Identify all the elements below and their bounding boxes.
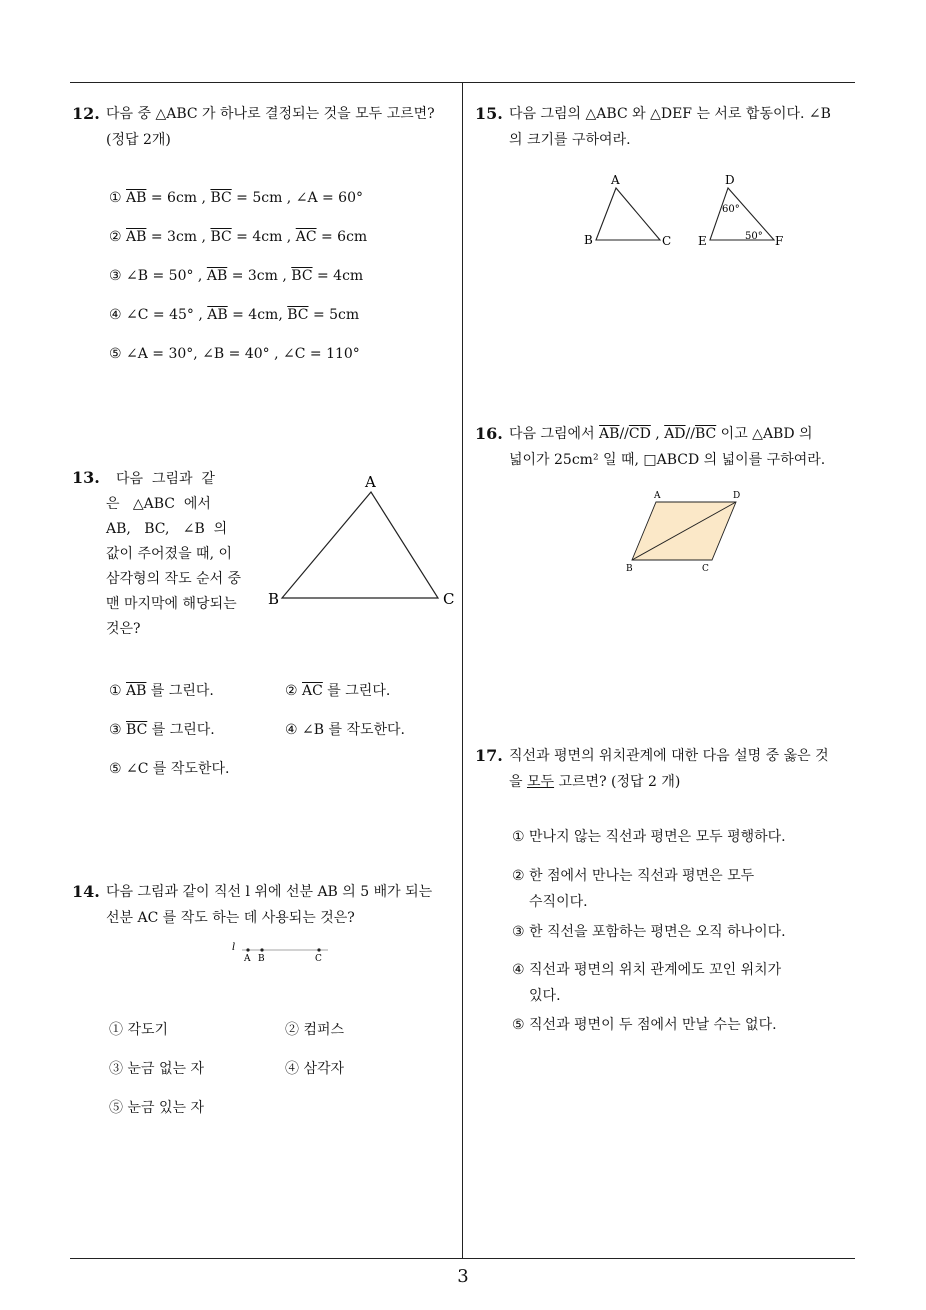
option-marker: ⑤ [109, 1100, 123, 1116]
option-marker: ① [109, 190, 122, 206]
vertex-label-a: A [365, 473, 376, 491]
segment-name: $\overline{AB}$ [207, 307, 228, 323]
option-text [529, 824, 786, 850]
vertex-label-a: A [611, 173, 620, 187]
option-text: = 6cm , [146, 190, 211, 206]
page-number: 3 [457, 1266, 469, 1287]
option-text: 컴퍼스 [303, 1022, 345, 1038]
angle-label-f: 50° [745, 231, 763, 242]
option-text: ∠C = 45° , [126, 307, 208, 323]
option-text: 를 그린다. [147, 722, 215, 738]
option-marker: ④ [512, 962, 525, 978]
option-marker: ③ [109, 722, 122, 738]
q14-question-line1: 다음 그림과 같이 직선 l 위에 선분 AB 의 5 배가 되는 [106, 884, 433, 900]
vertex-label-d: D [733, 491, 741, 501]
q14-option-1 [109, 1019, 168, 1039]
option-text-line: 직선과 평면이 두 점에서 만날 수는 없다. [529, 1017, 777, 1033]
segment-name: $\overline{BC}$ [210, 190, 232, 206]
option-text [529, 957, 781, 1009]
q14-number: 14. [72, 882, 100, 901]
triangle-def [710, 188, 774, 240]
vertex-label-f: F [775, 234, 784, 248]
q12-option-3 [109, 268, 363, 284]
vertex-label-c: C [702, 564, 709, 574]
option-marker: ① [109, 683, 122, 699]
q14-question-line2: 선분 AC 를 작도 하는 데 사용되는 것은? [106, 910, 355, 926]
q12-option-1 [109, 190, 363, 206]
q17-option-1 [512, 829, 786, 850]
triangle-abc [596, 188, 660, 240]
segment-name: $\overline{AB}$ [126, 683, 147, 699]
option-text-line: 수직이다. [529, 894, 588, 910]
q17-question-line2 [509, 769, 680, 795]
q15-question-line2: 의 크기를 구하여라. [509, 132, 631, 148]
q16-number: 16. [475, 424, 503, 443]
column-divider [462, 82, 463, 1258]
option-text [529, 1012, 777, 1038]
option-marker: ③ [109, 268, 122, 284]
q13-question-line-6: 맨 마지막에 해당되는 [106, 596, 237, 612]
option-text: 삼각자 [303, 1061, 345, 1077]
q12-option-2 [109, 229, 367, 245]
q14-option-3 [109, 1058, 204, 1078]
q13-option-2 [285, 680, 390, 700]
q13-question-line-4: 값이 주어졌을 때, 이 [106, 546, 232, 562]
q13-option-1 [109, 680, 214, 700]
option-text: 를 그린다. [146, 683, 214, 699]
option-text-line: 만나지 않는 직선과 평면은 모두 평행하다. [529, 829, 786, 845]
option-text: ∠B 를 작도한다. [302, 722, 406, 738]
q12-option-5 [109, 346, 360, 362]
option-text: = 6cm [316, 229, 368, 245]
q17-underlined-word: 모두 [526, 774, 555, 790]
point-a [246, 948, 249, 951]
q14-option-5 [109, 1097, 204, 1117]
q13-option-5 [109, 758, 229, 778]
q14-option-2 [285, 1019, 344, 1039]
vertex-label-c: C [443, 590, 455, 608]
segment-bc: $\overline{BC}$ [694, 426, 717, 442]
q17-number: 17. [475, 746, 503, 765]
segment-name: $\overline{AC}$ [302, 683, 323, 699]
option-marker: ④ [285, 722, 298, 738]
option-text: 눈금 있는 자 [127, 1100, 204, 1116]
segment-name: $\overline{AB}$ [206, 268, 228, 284]
option-text: ∠A = 30°, ∠B = 40° , ∠C = 110° [126, 346, 360, 362]
q13-number: 13. [72, 468, 100, 487]
option-text: 각도기 [127, 1022, 169, 1038]
vertex-label-b: B [626, 564, 633, 574]
option-marker: ② [109, 229, 122, 245]
q17-option-4 [512, 962, 781, 1009]
q13-question-line-3: AB, BC, ∠B 의 [106, 521, 228, 537]
q13-option-4 [285, 719, 405, 739]
option-marker: ② [512, 868, 525, 884]
angle-label-d: 60° [722, 204, 740, 215]
q16-question-line1 [509, 421, 813, 447]
vertex-label-b: B [584, 233, 593, 247]
option-text: 눈금 없는 자 [127, 1061, 204, 1077]
q13-question-line-2: 은 △ABC 에서 [106, 496, 211, 512]
q13-question-line-1: 다음 그림과 같 [116, 471, 215, 487]
option-marker: ⑤ [512, 1017, 525, 1033]
segment-name: $\overline{BC}$ [210, 229, 232, 245]
option-marker: ⑤ [109, 761, 122, 777]
q13-question-line-5: 삼각형의 작도 순서 중 [106, 571, 242, 587]
q17-question-line1: 직선과 평면의 위치관계에 대한 다음 설명 중 옳은 것 [509, 748, 829, 764]
bottom-rule [70, 1258, 855, 1259]
option-text: = 4cm [312, 268, 364, 284]
q17-text-b: 고르면? (정답 2 개) [554, 774, 681, 790]
q12-question-line2: (정답 2개) [106, 132, 171, 148]
option-text-line: 있다. [529, 988, 561, 1004]
segment-name: $\overline{AC}$ [295, 229, 317, 245]
vertex-label-c: C [662, 234, 672, 248]
segment-name: $\overline{BC}$ [126, 722, 148, 738]
segment-cd: $\overline{CD}$ [628, 426, 651, 442]
option-marker: ⑤ [109, 346, 122, 362]
option-text: = 5cm , ∠A = 60° [231, 190, 363, 206]
point-label-b: B [258, 954, 265, 964]
q17-option-3 [512, 924, 786, 945]
option-text [529, 919, 786, 945]
option-marker: ④ [285, 1061, 299, 1077]
vertex-label-e: E [698, 234, 707, 248]
option-marker: ② [285, 683, 298, 699]
q13-option-3 [109, 719, 215, 739]
option-text: = 5cm [308, 307, 360, 323]
q17-option-2 [512, 868, 754, 915]
option-text: ∠B = 50° , [126, 268, 207, 284]
segment-ab: $\overline{AB}$ [599, 426, 620, 442]
segment-name: $\overline{BC}$ [287, 307, 309, 323]
point-label-c: C [315, 954, 322, 964]
option-marker: ③ [109, 1061, 123, 1077]
segment-ad: $\overline{AD}$ [664, 426, 686, 442]
option-text: = 4cm , [231, 229, 296, 245]
q15-number: 15. [475, 104, 503, 123]
q16-text-e: 이고 △ABD 의 [716, 426, 813, 442]
option-text: 를 그린다. [322, 683, 391, 699]
point-b [260, 948, 263, 951]
q16-parallelogram-figure [620, 488, 750, 574]
option-text: = 4cm, [227, 307, 288, 323]
option-text: ∠C 를 작도한다. [126, 761, 230, 777]
vertex-label-d: D [725, 173, 735, 187]
q12-number: 12. [72, 104, 100, 123]
parallel-symbol: // [619, 426, 629, 442]
option-text-line: 직선과 평면의 위치 관계에도 꼬인 위치가 [529, 962, 782, 978]
q13-question-line-7: 것은? [106, 621, 141, 637]
option-marker: ④ [109, 307, 122, 323]
parallel-symbol: // [685, 426, 695, 442]
option-text-line: 한 직선을 포함하는 평면은 오직 하나이다. [529, 924, 786, 940]
q17-text-a: 을 [509, 774, 527, 790]
q15-triangles-figure [578, 170, 798, 255]
q12-option-4 [109, 307, 359, 323]
option-text [529, 863, 754, 915]
segment-name: $\overline{BC}$ [291, 268, 313, 284]
point-label-a: A [244, 954, 251, 964]
point-c [317, 948, 320, 951]
segment-name: $\overline{AB}$ [126, 190, 147, 206]
option-text-line: 한 점에서 만나는 직선과 평면은 모두 [529, 868, 755, 884]
option-text: = 3cm , [146, 229, 211, 245]
option-marker: ① [512, 829, 525, 845]
vertex-label-a: A [654, 491, 661, 501]
q14-option-4 [285, 1058, 344, 1078]
q15-question-line1: 다음 그림의 △ABC 와 △DEF 는 서로 합동이다. ∠B [509, 106, 831, 122]
triangle-abc [282, 492, 438, 598]
q16-text-a: 다음 그림에서 [509, 426, 600, 442]
option-marker: ③ [512, 924, 525, 940]
q12-question-line1: 다음 중 △ABC 가 하나로 결정되는 것을 모두 고르면? [106, 106, 435, 122]
segment-name: $\overline{AB}$ [126, 229, 147, 245]
line-label-l: l [232, 942, 236, 953]
q13-triangle-figure [260, 470, 460, 610]
q16-question-line2: 넓이가 25cm² 일 때, □ABCD 의 넓이를 구하여라. [509, 452, 826, 468]
option-text: = 3cm , [227, 268, 292, 284]
q16-text-c: , [650, 426, 665, 442]
option-marker: ① [109, 1022, 123, 1038]
vertex-label-b: B [268, 590, 280, 608]
q14-line-figure [228, 940, 338, 966]
option-marker: ② [285, 1022, 299, 1038]
q17-option-5 [512, 1017, 777, 1038]
